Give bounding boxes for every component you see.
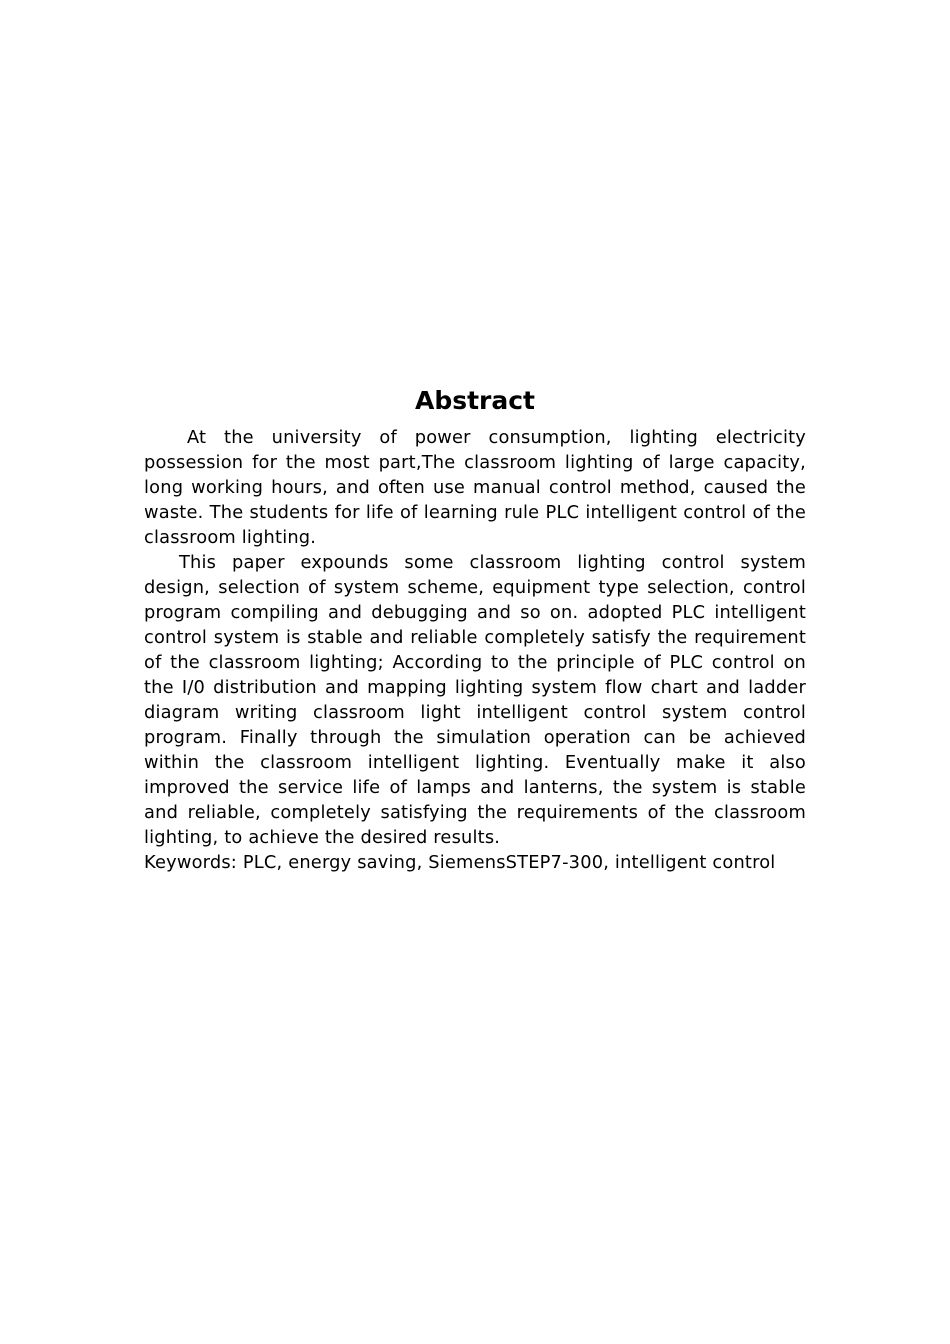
keywords-line: Keywords: PLC, energy saving, SiemensSTEP7-300, intelligent control [144, 852, 776, 873]
abstract-title: Abstract [414, 386, 536, 415]
abstract-section [144, 385, 806, 875]
abstract-paragraph-2: This paper expounds some classroom lighting control system design, selection of system scheme, equipment type selection, control program compiling and debugging and so on. adopted PLC intelligent control system is stable and reliable completely satisfy the requirement of the classroom lighting; According to the principle of PLC control on the I/0 distribution and mapping lighting system flow chart and ladder diagram writing classroom light intelligent control system control program. Finally through the simulation operation can be achieved within the classroom intelligent lighting. Eventually make it also improved the service life of lamps and lanterns, the system is stable and reliable, completely satisfying the requirements of the classroom lighting, to achieve the desired results. [144, 552, 806, 848]
abstract-paragraph-1: At the university of power consumption, lighting electricity possession for the most part,The classroom lighting of large capacity, long working hours, and often use manual control method, caused the waste. The students for life of learning rule PLC intelligent control of the classroom lighting. [144, 427, 806, 548]
